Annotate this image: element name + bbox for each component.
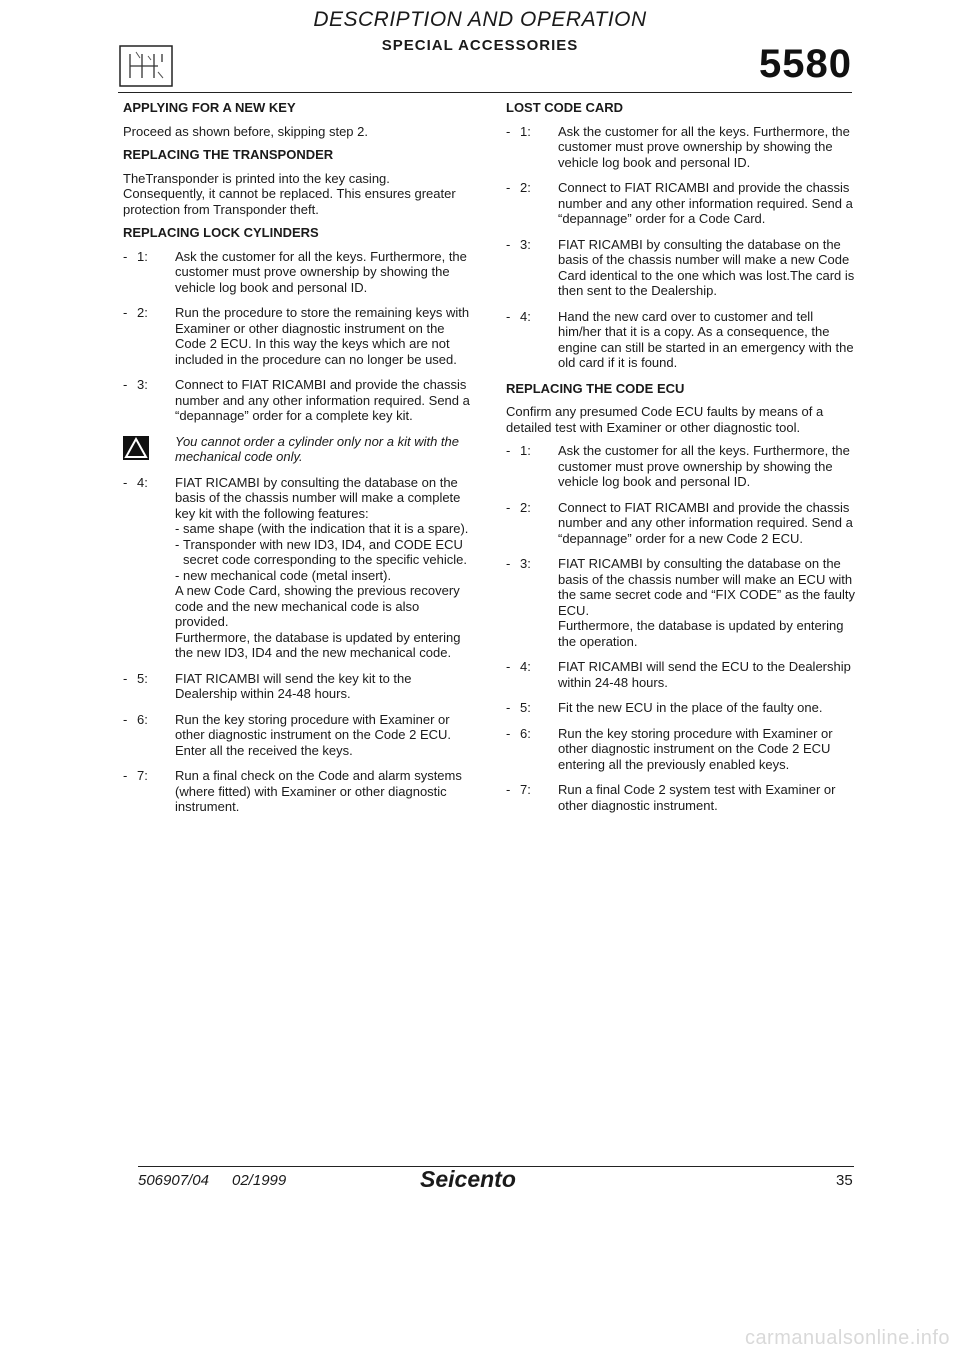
paragraph-replacing-code-ecu: Confirm any presumed Code ECU faults by means of a detailed test with Examiner or other diagnostic tool. [506,404,824,435]
paragraph-applying-new-key: Proceed as shown before, skipping step 2. [123,123,368,139]
step-number: 3: [137,377,148,392]
step-number: 5: [137,670,148,686]
step-text: Hand the new card over to customer and tell him/her that it is a copy. As a consequence, the engine can still be started in an emergency with the old card if it is found. [558,308,854,370]
bullet-text: Transponder with new ID3, ID4, and CODE ECU secret code corresponding to the specific vehicle. [183,536,467,567]
step-dash: - [123,305,128,320]
gearbox-shift-pattern-icon [118,44,174,88]
step-number: 6: [520,725,531,741]
step-item [123,712,473,759]
step-text: Connect to FIAT RICAMBI and provide the chassis number and any other information required. Send a “depannage” order for a new Code 2 ECU. [558,499,853,546]
step-item [506,726,856,773]
section-subtitle: SPECIAL ACCESSORIES [381,37,579,54]
step-dash: - [506,725,511,741]
step-text [558,556,856,649]
step-text [175,475,473,661]
step-dash: - [506,700,511,715]
step-item [506,124,856,171]
step-text: Ask the customer for all the keys. Furthermore, the customer must prove ownership by showing the vehicle log book and personal ID. [558,123,850,170]
step-text: Ask the customer for all the keys. Furthermore, the customer must prove ownership by showing the vehicle log book and personal ID. [558,443,850,489]
step-number: 5: [520,700,531,715]
step-item [123,768,473,815]
bullet-text: same shape (with the indication that it is a spare). [183,521,469,536]
step-dash: - [506,443,511,458]
step-item [506,700,856,716]
step-number: 4: [520,308,531,324]
step-dash: - [506,499,511,515]
heading-lost-code-card: LOST CODE CARD [506,100,623,115]
step-text: Run the key storing procedure with Examiner or other diagnostic instrument on the Code 2 ECU. Enter all the received the keys. [175,711,452,758]
feature-list [175,521,473,583]
step-item [506,782,856,813]
step-4-database-note: Furthermore, the database is updated by entering the new ID3, ID4 and the new mechanical code. [175,629,461,660]
step-dash: - [506,782,511,797]
bullet-dash: - [175,567,180,583]
step-item [506,443,856,490]
watermark: carmanualsonline.info [744,1327,950,1349]
step-item [123,305,473,367]
step-dash: - [506,123,511,139]
bullet-text: new mechanical code (metal insert). [183,567,392,583]
bullet-dash: - [175,536,180,552]
document-date: 02/1999 [232,1172,287,1189]
step-dash: - [123,768,128,783]
step-number: 2: [137,305,148,320]
warning-note [123,434,473,465]
bullet-dash: - [175,521,180,536]
step-number: 1: [137,248,148,264]
warning-triangle-icon [123,436,149,460]
step-text: Run the procedure to store the remaining keys with Examiner or other diagnostic instrument on the Code 2 ECU. In this way the keys which are not included in the procedure can no longer be used. [175,305,470,367]
step-dash: - [506,308,511,324]
step-item [506,180,856,227]
step-4-code-card-note: A new Code Card, showing the previous recovery code and the new mechanical code is also provided. [175,583,460,629]
step-4-intro: FIAT RICAMBI by consulting the database on the basis of the chassis number will make a complete key kit with the following features: [175,474,461,521]
step-item [506,659,856,690]
step-item [506,309,856,371]
step-text: Fit the new ECU in the place of the faulty one. [558,700,823,715]
step-3-database-note: Furthermore, the database is updated by entering the operation. [558,618,844,649]
heading-replacing-lock-cylinders: REPLACING LOCK CYLINDERS [123,225,319,240]
step-item [123,249,473,296]
step-dash: - [506,659,511,674]
step-number: 1: [520,443,531,458]
list-item [175,521,473,537]
step-text: Connect to FIAT RICAMBI and provide the chassis number and any other information required. Send a “depannage” order for a Code Card. [558,180,853,226]
section-title: DESCRIPTION AND OPERATION [313,8,647,31]
step-text: Run a final check on the Code and alarm systems (where fitted) with Examiner or other diagnostic instrument. [175,768,462,814]
step-number: 3: [520,556,531,571]
step-text: FIAT RICAMBI will send the key kit to the Dealership within 24-48 hours. [175,670,412,701]
step-item [506,500,856,547]
step-number: 6: [137,711,148,727]
right-column [506,100,856,823]
step-text: FIAT RICAMBI by consulting the database on the basis of the chassis number will make a new Code Card identical to the one which was lost.The card is then sent to the Dealership. [558,236,855,298]
step-dash: - [506,556,511,571]
step-text: Run a final Code 2 system test with Examiner or other diagnostic instrument. [558,782,836,813]
step-number: 7: [520,782,531,797]
step-item [123,377,473,424]
step-number: 3: [520,236,531,252]
warning-text: You cannot order a cylinder only nor a kit with the mechanical code only. [175,433,459,464]
step-item [506,556,856,649]
step-dash: - [123,711,128,727]
step-number: 4: [137,474,148,490]
document-number: 506907/04 [138,1172,209,1189]
step-number: 4: [520,659,531,674]
step-number: 1: [520,123,531,139]
step-number: 7: [137,768,148,783]
step-3-text: FIAT RICAMBI by consulting the database on the basis of the chassis number will make an ECU with the same secret code and “FIX CODE” as the faulty ECU. [558,556,855,618]
paragraph-replacing-transponder: TheTransponder is printed into the key casing. Consequently, it cannot be replaced. This ensures greater protection from Transponder theft. [123,170,456,217]
step-dash: - [123,248,128,264]
step-item [506,237,856,299]
step-text: FIAT RICAMBI will send the ECU to the Dealership within 24-48 hours. [558,659,851,690]
page-number: 35 [836,1172,853,1189]
heading-applying-new-key: APPLYING FOR A NEW KEY [123,100,296,115]
list-item [175,537,473,568]
heading-replacing-transponder: REPLACING THE TRANSPONDER [123,147,334,162]
heading-replacing-code-ecu: REPLACING THE CODE ECU [506,380,685,396]
brand-logo: Seicento [420,1166,516,1192]
step-text: Connect to FIAT RICAMBI and provide the chassis number and any other information required. Send a “depannage” order for a complete key kit. [175,377,470,423]
step-number: 2: [520,180,531,195]
step-dash: - [123,377,128,392]
step-dash: - [506,180,511,195]
section-code: 5580 [759,42,852,86]
left-column [123,100,473,825]
step-number: 2: [520,499,531,515]
step-item [123,671,473,702]
step-text: Ask the customer for all the keys. Furthermore, the customer must prove ownership by showing the vehicle log book and personal ID. [175,248,467,295]
step-dash: - [123,474,128,490]
header-rule [118,92,852,93]
step-text: Run the key storing procedure with Examiner or other diagnostic instrument on the Code 2 ECU entering all the previously enabled keys. [558,725,833,772]
step-item [123,475,473,661]
step-dash: - [123,670,128,686]
step-dash: - [506,236,511,252]
list-item [175,568,473,584]
